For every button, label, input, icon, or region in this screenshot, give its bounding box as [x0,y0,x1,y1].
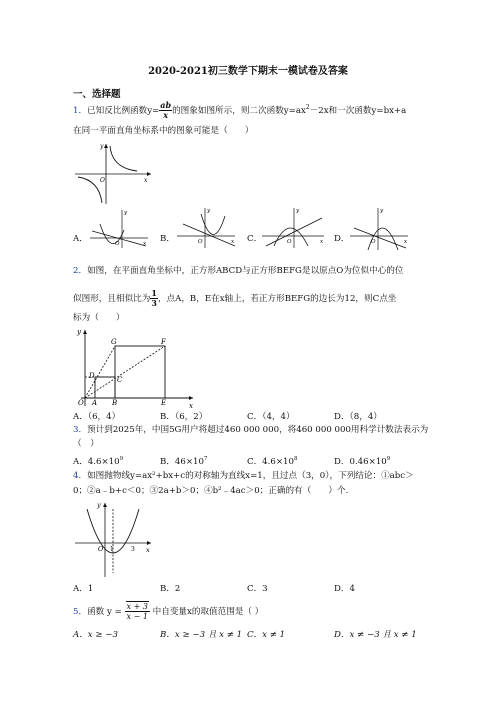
q4-origin-label: O [98,545,104,553]
q5-option-d[interactable]: D．x ≠ −3 且 x ≠ 1 [334,630,417,640]
q4-option-d[interactable]: D．4 [334,584,355,594]
svg-text:O: O [371,239,376,245]
q4-option-a[interactable]: A．1 [73,584,94,594]
q2-fraction [150,289,158,308]
q1-option-a[interactable]: A． [73,234,88,244]
q4-text-1: 如图抛物线y=ax²+bx+c的对称轴为直线x=1，且过点（3，0），下列结论：①abc＞ [87,471,414,481]
q3-option-a-text: A．4.6×10 [73,457,120,467]
q4-tick-3: 3 [131,546,135,553]
q2-text-1: 如图，在平面直角坐标中，正方形ABCD与正方形BEFG是以原点O为位似中心的位 [87,266,404,276]
svg-text:O: O [115,241,120,247]
question-4-line-2: 0；②a﹣b+c＜0；③2a+b＞0；④b²﹣4ac＞0；正确的有（ ）个. [73,486,349,496]
question-1-line-2: 在同一平面直角坐标系中的图象可能是（ ） [73,126,254,136]
question-1-line-1 [73,101,406,120]
q2-y-label: y [77,328,81,336]
q1-option-c[interactable]: C． [247,234,263,244]
q1-fraction [159,101,172,120]
q1-y-label: y [100,143,104,150]
q2-option-a[interactable]: A．（6，4） [73,412,121,422]
question-4-line-1 [73,469,414,483]
question-3-number: 3． [73,425,88,435]
q2-option-c[interactable]: C．（4，4） [247,412,295,422]
q1-origin-label: O [100,177,105,184]
q5-option-b[interactable]: B．x ≥ −3 且 x ≠ 1 [160,630,243,640]
q2-text-2a: 似图形，且相似比为 [73,294,151,304]
q1-option-b-graph [175,206,241,250]
question-5-number: 5． [73,607,88,617]
q1-option-d-graph [348,206,414,252]
q3-option-d-text: D．0.46×10 [334,457,387,467]
q3-text-1: 预计到2025年，中国5G用户将超过460 000 000，将460 000 000用科学计数法表示为 [87,425,429,435]
svg-text:y: y [296,208,300,214]
q3-option-b-exp: 7 [203,456,208,463]
svg-text:x: x [143,241,147,247]
q3-option-a-exp: 9 [119,456,124,463]
question-2-line-3: 标为（ ） [73,313,125,323]
q1-x-label: x [144,177,148,184]
q3-option-c-exp: 8 [293,456,298,463]
q2-point-a: A [92,399,98,407]
q4-parabola-figure [73,499,163,579]
q2-option-d[interactable]: D．（8，4） [334,412,382,422]
q5-frac-num: x + 3 [126,602,148,611]
q3-option-a[interactable] [73,455,123,467]
q1-hyperbola-figure [73,140,163,206]
question-2-number: 2． [73,266,88,276]
question-2-line-2 [73,289,396,308]
q1-option-c-graph [260,206,330,250]
q4-x-label: x [146,546,150,554]
question-2-line-1 [73,264,403,278]
q1-frac-den: x [163,110,169,120]
q2-option-b[interactable]: B．（6，2） [160,412,208,422]
question-3-line-2: （ ） [73,439,99,449]
q3-option-b-text: B．46×10 [160,457,204,467]
q2-frac-num: 1 [151,288,157,298]
svg-text:x: x [231,239,235,245]
q3-option-c-text: C．4.6×10 [247,457,294,467]
q1-option-a-graph [88,208,154,250]
q5-text-b: 中自变量x的取值范围是（ ） [152,607,264,617]
q1-sup: 2 [305,104,310,112]
q5-fraction [125,602,150,621]
q3-option-d-exp: 9 [386,456,391,463]
q1-option-b[interactable]: B． [160,234,175,244]
q4-y-label: y [97,501,101,509]
q5-option-a[interactable]: A．x ≥ −3 [73,630,118,640]
q3-option-d[interactable] [334,455,390,467]
q3-option-b[interactable] [160,455,207,467]
q2-origin-label: O [78,399,84,407]
question-3-line-1 [73,423,428,437]
q2-point-b: B [112,399,118,407]
section-heading: 一、选择题 [73,89,121,100]
q2-text-2b: ，点A，B，E在x轴上，若正方形BEFG的边长为12，则C点坐 [157,294,397,304]
q1-option-d[interactable]: D． [334,234,350,244]
q4-option-c[interactable]: C．3 [247,584,268,594]
q1-text-b: 的图象如图所示，则二次函数y=ax [172,106,306,116]
q2-point-e: E [161,399,167,407]
question-5-line-1 [73,602,263,621]
question-1-number: 1． [73,106,88,116]
svg-text:y: y [124,210,128,216]
q5-frac-den: x − 1 [126,612,148,621]
q2-x-label: x [189,402,193,410]
q2-squares-figure [73,324,203,408]
question-4-number: 4． [73,471,88,481]
q2-point-d: D [89,372,95,380]
svg-text:O: O [287,239,292,245]
q2-point-f: F [161,338,166,346]
q1-frac-num: ab [160,100,172,110]
q2-frac-den: 3 [151,298,157,308]
q2-point-g: G [111,338,117,346]
q1-text-a: 已知反比例函数y= [87,106,160,116]
page-title: 2020-2021初三数学下期末一模试卷及答案 [148,66,348,77]
svg-text:x: x [404,239,408,245]
q5-option-c[interactable]: C．x ≠ 1 [247,630,286,640]
svg-text:y: y [207,208,211,214]
svg-text:x: x [320,239,324,245]
q1-text-c: －2x和一次函数y=bx+a [309,106,407,116]
q2-point-c: C [117,376,123,384]
q4-option-b[interactable]: B．2 [160,584,181,594]
q5-text-a: 函数 y = [87,607,122,617]
svg-text:O: O [198,239,203,245]
q3-option-c[interactable] [247,455,297,467]
svg-text:y: y [380,208,384,214]
q4-tick-1: 1 [110,546,114,553]
